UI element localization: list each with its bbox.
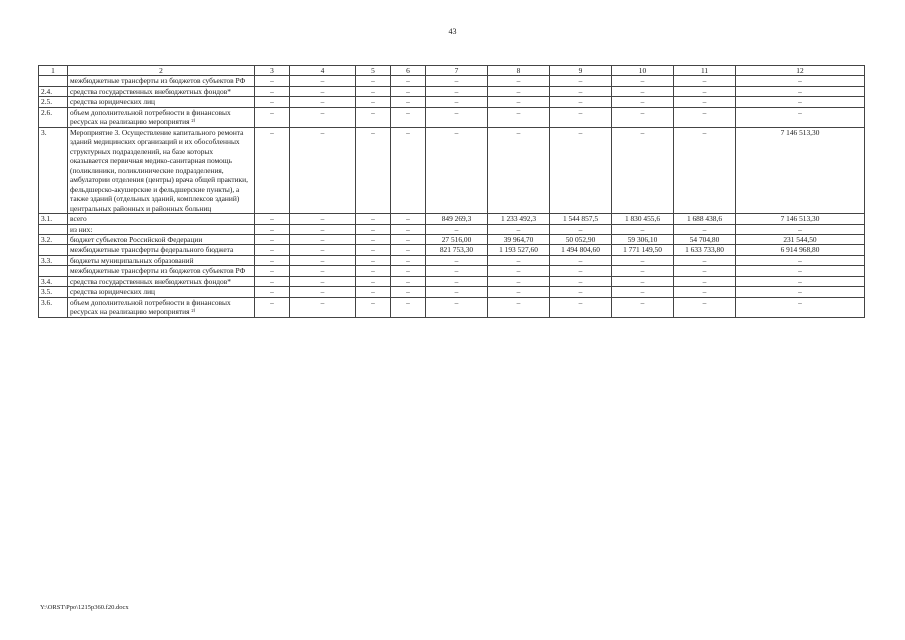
row-number: 3.6. <box>39 297 68 317</box>
table-row <box>39 255 865 265</box>
cell-value: – <box>612 266 674 276</box>
cell-value: 7 146 513,30 <box>736 127 865 213</box>
row-number: 2.4. <box>39 86 68 96</box>
cell-value: – <box>674 97 736 107</box>
cell-value: – <box>255 107 290 127</box>
cell-value: – <box>674 276 736 286</box>
cell-value: – <box>356 107 391 127</box>
row-label: из них: <box>68 224 255 234</box>
cell-value: – <box>736 297 865 317</box>
cell-value: – <box>255 234 290 244</box>
cell-value: – <box>550 255 612 265</box>
cell-value: – <box>488 86 550 96</box>
cell-value: – <box>674 287 736 297</box>
cell-value: – <box>674 224 736 234</box>
row-number <box>39 245 68 255</box>
cell-value: 1 494 804,60 <box>550 245 612 255</box>
cell-value: – <box>550 107 612 127</box>
cell-value: – <box>426 127 488 213</box>
row-label: средства юридических лиц <box>68 287 255 297</box>
cell-value: – <box>255 266 290 276</box>
cell-value: – <box>290 214 356 224</box>
table-row <box>39 297 865 317</box>
cell-value: – <box>391 276 426 286</box>
row-label: средства государственных внебюджетных фондов* <box>68 86 255 96</box>
cell-value: – <box>674 127 736 213</box>
column-number: 3 <box>255 66 290 76</box>
cell-value: – <box>488 127 550 213</box>
table-row <box>39 287 865 297</box>
cell-value: – <box>550 127 612 213</box>
cell-value: – <box>356 76 391 86</box>
cell-value: – <box>391 234 426 244</box>
cell-value: – <box>550 224 612 234</box>
cell-value: – <box>426 276 488 286</box>
cell-value: – <box>356 255 391 265</box>
column-number: 1 <box>39 66 68 76</box>
cell-value: – <box>356 276 391 286</box>
row-number: 2.5. <box>39 97 68 107</box>
cell-value: – <box>290 234 356 244</box>
cell-value: – <box>255 245 290 255</box>
cell-value: – <box>550 97 612 107</box>
cell-value: – <box>391 297 426 317</box>
column-number: 6 <box>391 66 426 76</box>
cell-value: – <box>290 255 356 265</box>
column-number: 2 <box>68 66 255 76</box>
table-row <box>39 86 865 96</box>
cell-value: 39 964,70 <box>488 234 550 244</box>
table-row <box>39 224 865 234</box>
cell-value: – <box>488 287 550 297</box>
cell-value: – <box>736 97 865 107</box>
cell-value: – <box>255 127 290 213</box>
column-number: 9 <box>550 66 612 76</box>
column-number: 11 <box>674 66 736 76</box>
cell-value: 50 052,90 <box>550 234 612 244</box>
cell-value: – <box>391 224 426 234</box>
cell-value: – <box>612 86 674 96</box>
row-label: средства государственных внебюджетных фондов* <box>68 276 255 286</box>
cell-value: – <box>356 224 391 234</box>
cell-value: – <box>488 107 550 127</box>
cell-value: 1 193 527,60 <box>488 245 550 255</box>
cell-value: 849 269,3 <box>426 214 488 224</box>
cell-value: – <box>255 214 290 224</box>
cell-value: – <box>255 276 290 286</box>
cell-value: – <box>426 86 488 96</box>
cell-value: – <box>612 76 674 86</box>
cell-value: 7 146 513,30 <box>736 214 865 224</box>
cell-value: – <box>736 76 865 86</box>
cell-value: – <box>612 107 674 127</box>
cell-value: – <box>612 276 674 286</box>
row-number <box>39 266 68 276</box>
cell-value: – <box>612 297 674 317</box>
cell-value: – <box>391 97 426 107</box>
cell-value: – <box>356 214 391 224</box>
cell-value: 231 544,50 <box>736 234 865 244</box>
cell-value: – <box>290 86 356 96</box>
column-number: 4 <box>290 66 356 76</box>
cell-value: – <box>426 97 488 107</box>
column-number: 12 <box>736 66 865 76</box>
cell-value: – <box>290 76 356 86</box>
cell-value: 821 753,30 <box>426 245 488 255</box>
row-number <box>39 76 68 86</box>
cell-value: – <box>488 97 550 107</box>
cell-value: – <box>674 297 736 317</box>
row-number: 3. <box>39 127 68 213</box>
cell-value: – <box>550 287 612 297</box>
cell-value: 1 544 857,5 <box>550 214 612 224</box>
cell-value: – <box>426 107 488 127</box>
cell-value: – <box>356 245 391 255</box>
cell-value: – <box>290 276 356 286</box>
cell-value: 6 914 968,80 <box>736 245 865 255</box>
cell-value: – <box>356 297 391 317</box>
column-number-row <box>39 66 865 76</box>
table-row <box>39 214 865 224</box>
cell-value: – <box>426 76 488 86</box>
cell-value: – <box>391 266 426 276</box>
cell-value: – <box>488 224 550 234</box>
cell-value: – <box>391 86 426 96</box>
cell-value: – <box>736 287 865 297</box>
cell-value: – <box>290 287 356 297</box>
cell-value: – <box>612 97 674 107</box>
cell-value: – <box>391 245 426 255</box>
financing-table <box>38 65 865 318</box>
cell-value: – <box>426 255 488 265</box>
column-number: 10 <box>612 66 674 76</box>
cell-value: – <box>736 276 865 286</box>
cell-value: – <box>255 97 290 107</box>
cell-value: 1 633 733,80 <box>674 245 736 255</box>
row-label: Мероприятие 3. Осуществление капитального ремонта зданий медицинских организаций и их обособленных структурных подразделений, на базе которых оказывается первичная медико-санитарная помощь (поликлиники, поликлинические подразделения, амбулатории отделения (центры) врача общей практики, фельдшерско-акушерские и фельдшерские пункты), а также зданий (отдельных зданий, комплексов зданий) центральных районных и районных больниц <box>68 127 255 213</box>
cell-value: – <box>290 107 356 127</box>
table-row <box>39 234 865 244</box>
row-label: средства юридических лиц <box>68 97 255 107</box>
cell-value: – <box>612 255 674 265</box>
cell-value: – <box>391 76 426 86</box>
cell-value: 1 830 455,6 <box>612 214 674 224</box>
cell-value: – <box>255 255 290 265</box>
column-number: 5 <box>356 66 391 76</box>
table-row <box>39 97 865 107</box>
cell-value: – <box>255 224 290 234</box>
row-label: бюджеты муниципальных образований <box>68 255 255 265</box>
cell-value: 1 233 492,3 <box>488 214 550 224</box>
row-number: 3.3. <box>39 255 68 265</box>
cell-value: – <box>391 214 426 224</box>
cell-value: – <box>426 287 488 297</box>
cell-value: – <box>356 234 391 244</box>
row-label: межбюджетные трансферты из бюджетов субъектов РФ <box>68 76 255 86</box>
row-number <box>39 224 68 234</box>
cell-value: – <box>736 266 865 276</box>
cell-value: 27 516,00 <box>426 234 488 244</box>
cell-value: – <box>488 276 550 286</box>
cell-value: 59 306,10 <box>612 234 674 244</box>
cell-value: – <box>290 297 356 317</box>
cell-value: – <box>550 276 612 286</box>
row-number: 3.5. <box>39 287 68 297</box>
cell-value: – <box>612 224 674 234</box>
cell-value: – <box>550 86 612 96</box>
cell-value: – <box>391 255 426 265</box>
cell-value: – <box>290 266 356 276</box>
cell-value: – <box>356 127 391 213</box>
cell-value: – <box>426 224 488 234</box>
row-label: объем дополнительной потребности в финансовых ресурсах на реализацию мероприятия ²⁾ <box>68 107 255 127</box>
table-row <box>39 266 865 276</box>
cell-value: 1 688 438,6 <box>674 214 736 224</box>
cell-value: – <box>255 86 290 96</box>
column-number: 7 <box>426 66 488 76</box>
cell-value: – <box>736 224 865 234</box>
cell-value: – <box>488 297 550 317</box>
cell-value: – <box>612 287 674 297</box>
column-number: 8 <box>488 66 550 76</box>
cell-value: – <box>290 245 356 255</box>
cell-value: – <box>255 297 290 317</box>
cell-value: – <box>612 127 674 213</box>
row-label: всего <box>68 214 255 224</box>
row-label: объем дополнительной потребности в финансовых ресурсах на реализацию мероприятия ²⁾ <box>68 297 255 317</box>
row-label: межбюджетные трансферты федерального бюджета <box>68 245 255 255</box>
row-number: 3.2. <box>39 234 68 244</box>
row-number: 3.4. <box>39 276 68 286</box>
cell-value: – <box>488 76 550 86</box>
cell-value: – <box>736 107 865 127</box>
cell-value: – <box>356 266 391 276</box>
cell-value: – <box>426 266 488 276</box>
row-label: бюджет субъектов Российской Федерации <box>68 234 255 244</box>
cell-value: – <box>290 127 356 213</box>
cell-value: – <box>736 255 865 265</box>
cell-value: – <box>356 86 391 96</box>
cell-value: – <box>488 255 550 265</box>
cell-value: – <box>356 287 391 297</box>
cell-value: 54 704,80 <box>674 234 736 244</box>
cell-value: – <box>255 287 290 297</box>
cell-value: – <box>391 107 426 127</box>
table-row <box>39 276 865 286</box>
table-row <box>39 107 865 127</box>
cell-value: – <box>550 266 612 276</box>
cell-value: – <box>391 287 426 297</box>
cell-value: – <box>550 297 612 317</box>
cell-value: – <box>255 76 290 86</box>
cell-value: – <box>426 297 488 317</box>
cell-value: – <box>290 224 356 234</box>
cell-value: – <box>550 76 612 86</box>
cell-value: – <box>674 266 736 276</box>
cell-value: – <box>674 76 736 86</box>
cell-value: – <box>391 127 426 213</box>
table-row <box>39 76 865 86</box>
file-path-footer: Y:\ORST\Ppo\1215p360.f20.docx <box>40 604 129 611</box>
cell-value: 1 771 149,50 <box>612 245 674 255</box>
row-number: 3.1. <box>39 214 68 224</box>
row-label: межбюджетные трансферты из бюджетов субъектов РФ <box>68 266 255 276</box>
page-number: 43 <box>448 27 457 36</box>
cell-value: – <box>674 255 736 265</box>
row-number: 2.6. <box>39 107 68 127</box>
cell-value: – <box>356 97 391 107</box>
cell-value: – <box>674 107 736 127</box>
cell-value: – <box>290 97 356 107</box>
cell-value: – <box>736 86 865 96</box>
table-row <box>39 245 865 255</box>
cell-value: – <box>674 86 736 96</box>
cell-value: – <box>488 266 550 276</box>
table-row <box>39 127 865 213</box>
